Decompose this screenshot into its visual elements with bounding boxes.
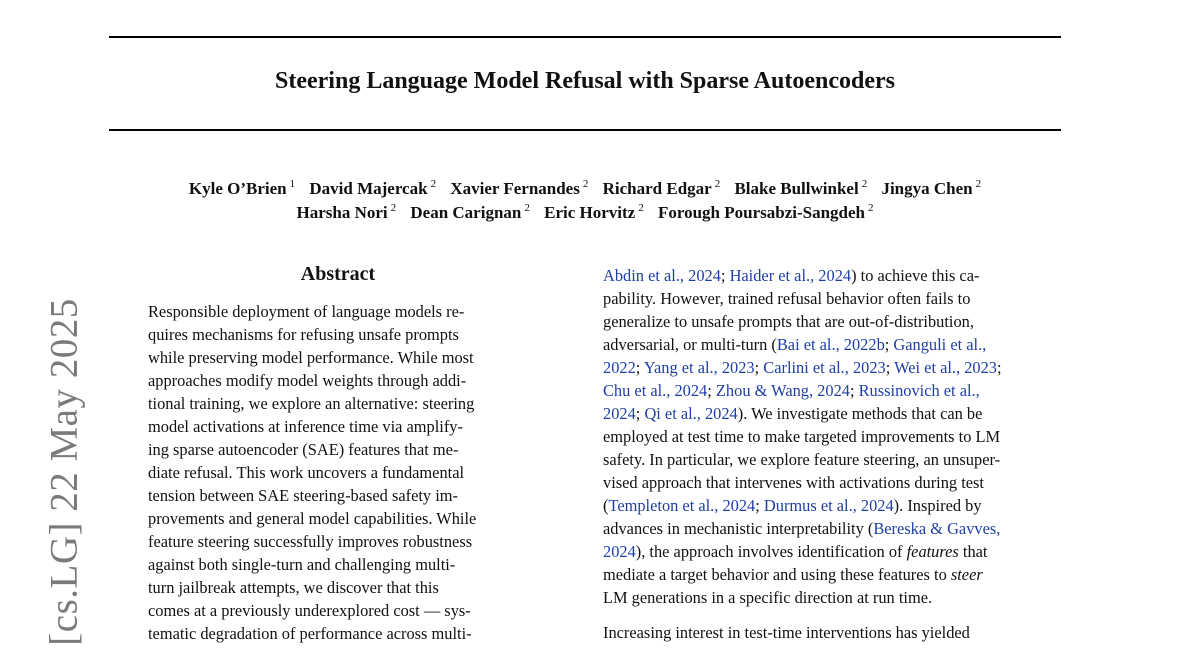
author: Xavier Fernandes $^2$ — [450, 178, 589, 198]
abstract-line: approaches modify model weights through addi- — [148, 371, 467, 390]
body-line: 2024; Qi et al., 2024). We investigate methods that can be — [603, 404, 983, 423]
author: David Majercak $^2$ — [309, 178, 437, 198]
citation-link[interactable]: Russinovich et al., — [858, 381, 980, 400]
author: Blake Bullwinkel $^2$ — [734, 178, 868, 198]
author: Kyle O’Brien $^1$ — [188, 178, 296, 198]
abstract-line: ing sparse autoencoder (SAE) features that me- — [148, 440, 459, 459]
introduction-body — [603, 264, 1063, 644]
citation-link[interactable]: Carlini et al., 2023 — [763, 358, 886, 377]
citation-link[interactable]: 2024 — [603, 404, 636, 423]
author: Jingya Chen $^2$ — [881, 178, 982, 198]
body-line: employed at test time to make targeted improvements to LM — [603, 427, 1001, 446]
citation-link[interactable]: Abdin et al., 2024 — [603, 266, 721, 285]
author: Harsha Nori $^2$ — [296, 202, 397, 222]
citation-link[interactable]: 2024 — [603, 542, 636, 561]
abstract-line: Responsible deployment of language models re- — [148, 302, 465, 321]
body-line: advances in mechanistic interpretability (Bereska & Gavves, — [603, 519, 1001, 538]
body-line: 2024), the approach involves identification of features that — [603, 542, 988, 561]
abstract-body — [148, 300, 530, 645]
citation-link[interactable]: Yang et al., 2023 — [643, 358, 755, 377]
citation-link[interactable]: Durmus et al., 2024 — [763, 496, 894, 515]
citation-link[interactable]: Wei et al., 2023 — [894, 358, 998, 377]
body-line: generalize to unsafe prompts that are out-of-distribution, — [603, 312, 974, 331]
citation-link[interactable]: 2022 — [603, 358, 636, 377]
body-line: mediate a target behavior and using these features to steer — [603, 565, 983, 584]
citation-link[interactable]: Qi et al., 2024 — [644, 404, 738, 423]
abstract-line: turn jailbreak attempts, we discover that this — [148, 578, 439, 597]
body-line: pability. However, trained refusal behavior often fails to — [603, 289, 971, 308]
citation-link[interactable]: Templeton et al., 2024 — [608, 496, 756, 515]
author: Dean Carignan $^2$ — [410, 202, 530, 222]
citation-link[interactable]: Bai et al., 2022b — [776, 335, 885, 354]
body-line: 2022; Yang et al., 2023; Carlini et al., 2023; Wei et al., 2023; — [603, 358, 1002, 377]
body-line: (Templeton et al., 2024; Durmus et al., 2024). Inspired by — [603, 496, 982, 515]
abstract-heading: Abstract — [300, 263, 376, 285]
body-line: LM generations in a specific direction at run time. — [603, 588, 933, 607]
paper-title: Steering Language Model Refusal with Sparse Autoencoders — [275, 68, 895, 94]
abstract-line: tional training, we explore an alternative: steering — [148, 394, 475, 413]
title-bottom-rule — [109, 129, 1061, 131]
body-line: safety. In particular, we explore feature steering, an unsuper- — [603, 450, 1001, 469]
citation-link[interactable]: Bereska & Gavves, — [873, 519, 1001, 538]
abstract-line: feature steering successfully improves robustness — [148, 532, 473, 551]
citation-link[interactable]: Ganguli et al., — [893, 335, 987, 354]
author: Forough Poursabzi-Sangdeh $^2$ — [657, 202, 874, 222]
arxiv-stamp: [cs.LG] 22 May 2025 — [42, 298, 86, 646]
author: Eric Horvitz $^2$ — [544, 202, 644, 222]
abstract-line: against both single-turn and challenging multi- — [148, 555, 456, 574]
title-top-rule — [109, 36, 1061, 38]
citation-link[interactable]: Haider et al., 2024 — [729, 266, 852, 285]
body-line: Abdin et al., 2024; Haider et al., 2024) to achieve this ca- — [603, 266, 980, 285]
abstract-line: provements and general model capabilities. While — [148, 509, 477, 528]
citation-link[interactable]: Zhou & Wang, 2024 — [715, 381, 850, 400]
abstract-line: diate refusal. This work uncovers a fundamental — [148, 463, 465, 482]
body-line: vised approach that intervenes with activations during test — [603, 473, 984, 492]
body-line: Increasing interest in test-time interventions has yielded — [603, 623, 970, 642]
abstract-line: tematic degradation of performance across multi- — [148, 624, 472, 643]
citation-link[interactable]: Chu et al., 2024 — [603, 381, 708, 400]
author: Richard Edgar $^2$ — [602, 178, 721, 198]
author-list-line-2 — [80, 196, 1090, 225]
body-line: Chu et al., 2024; Zhou & Wang, 2024; Russinovich et al., — [603, 381, 980, 400]
body-line: adversarial, or multi-turn (Bai et al., 2022b; Ganguli et al., — [603, 335, 987, 354]
abstract-line: comes at a previously underexplored cost — sys- — [148, 601, 471, 620]
abstract-line: quires mechanisms for refusing unsafe prompts — [148, 325, 459, 344]
abstract-line: while preserving model performance. While most — [148, 348, 474, 367]
abstract-line: model activations at inference time via amplify- — [148, 417, 463, 436]
abstract-line: tension between SAE steering-based safety im- — [148, 486, 458, 505]
